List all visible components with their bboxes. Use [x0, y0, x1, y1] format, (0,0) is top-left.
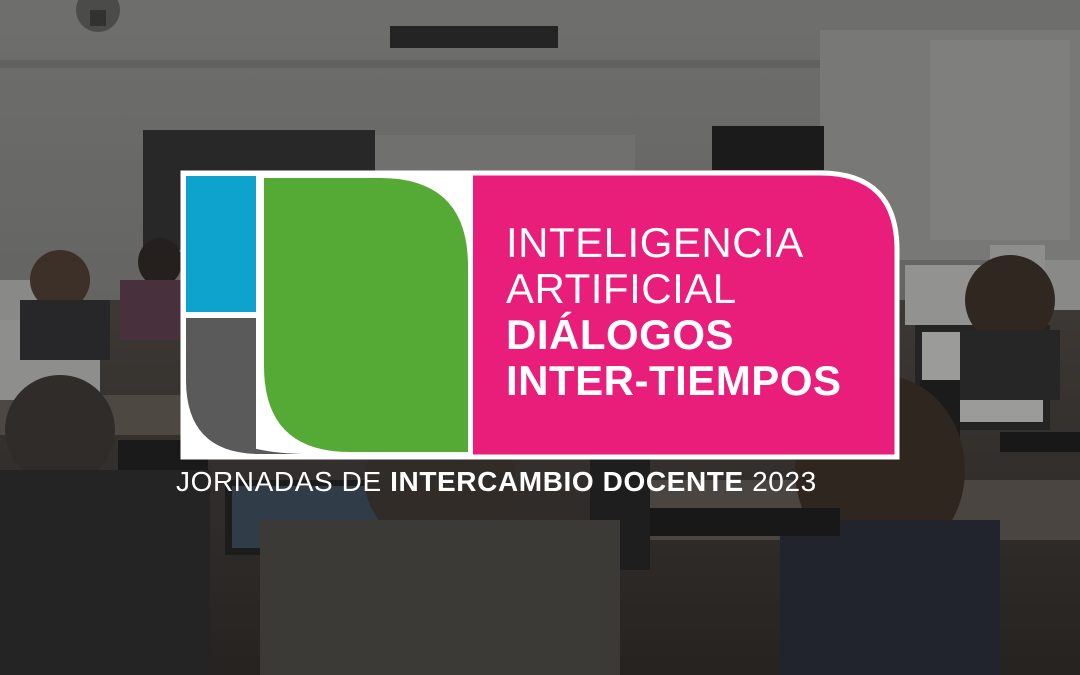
title-line-4: INTER-TIEMPOS	[506, 357, 842, 404]
event-subtitle	[176, 466, 916, 498]
event-title	[506, 219, 842, 406]
logo-green-block	[262, 176, 470, 454]
subtitle-year: 2023	[743, 466, 817, 497]
title-line-3: DIÁLOGOS	[506, 311, 735, 358]
title-line-2: ARTIFICIAL	[506, 265, 737, 312]
subtitle-highlight: INTERCAMBIO DOCENTE	[390, 466, 744, 497]
logo-blue-block	[186, 176, 256, 312]
title-line-1: INTELIGENCIA	[506, 219, 804, 266]
subtitle-prefix: JORNADAS DE	[176, 466, 391, 497]
